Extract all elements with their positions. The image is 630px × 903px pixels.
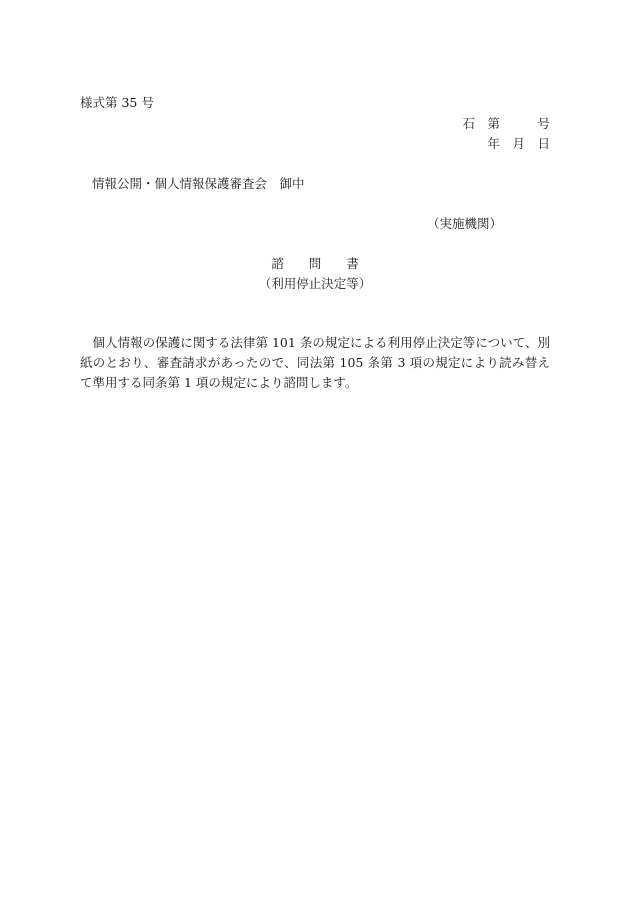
document-subtitle: （利用停止決定等） (258, 276, 372, 291)
addressee: 情報公開・個人情報保護審査会 御中 (92, 176, 305, 191)
document-title: 諮 問 書 (271, 256, 359, 271)
body-paragraph: 個人情報の保護に関する法律第 101 条の規定による利用停止決定等について、別紙のとおり、審査請求があったので、同法第 105 条第 3 項の規定により読み替えて準用する同条第 1 項の規定により諮問します。 (80, 335, 550, 390)
document-number: 石 第 号 (462, 116, 550, 131)
implementing-body: （実施機関） (426, 216, 502, 231)
form-number: 様式第 35 号 (80, 95, 154, 110)
document-date: 年 月 日 (487, 136, 550, 151)
